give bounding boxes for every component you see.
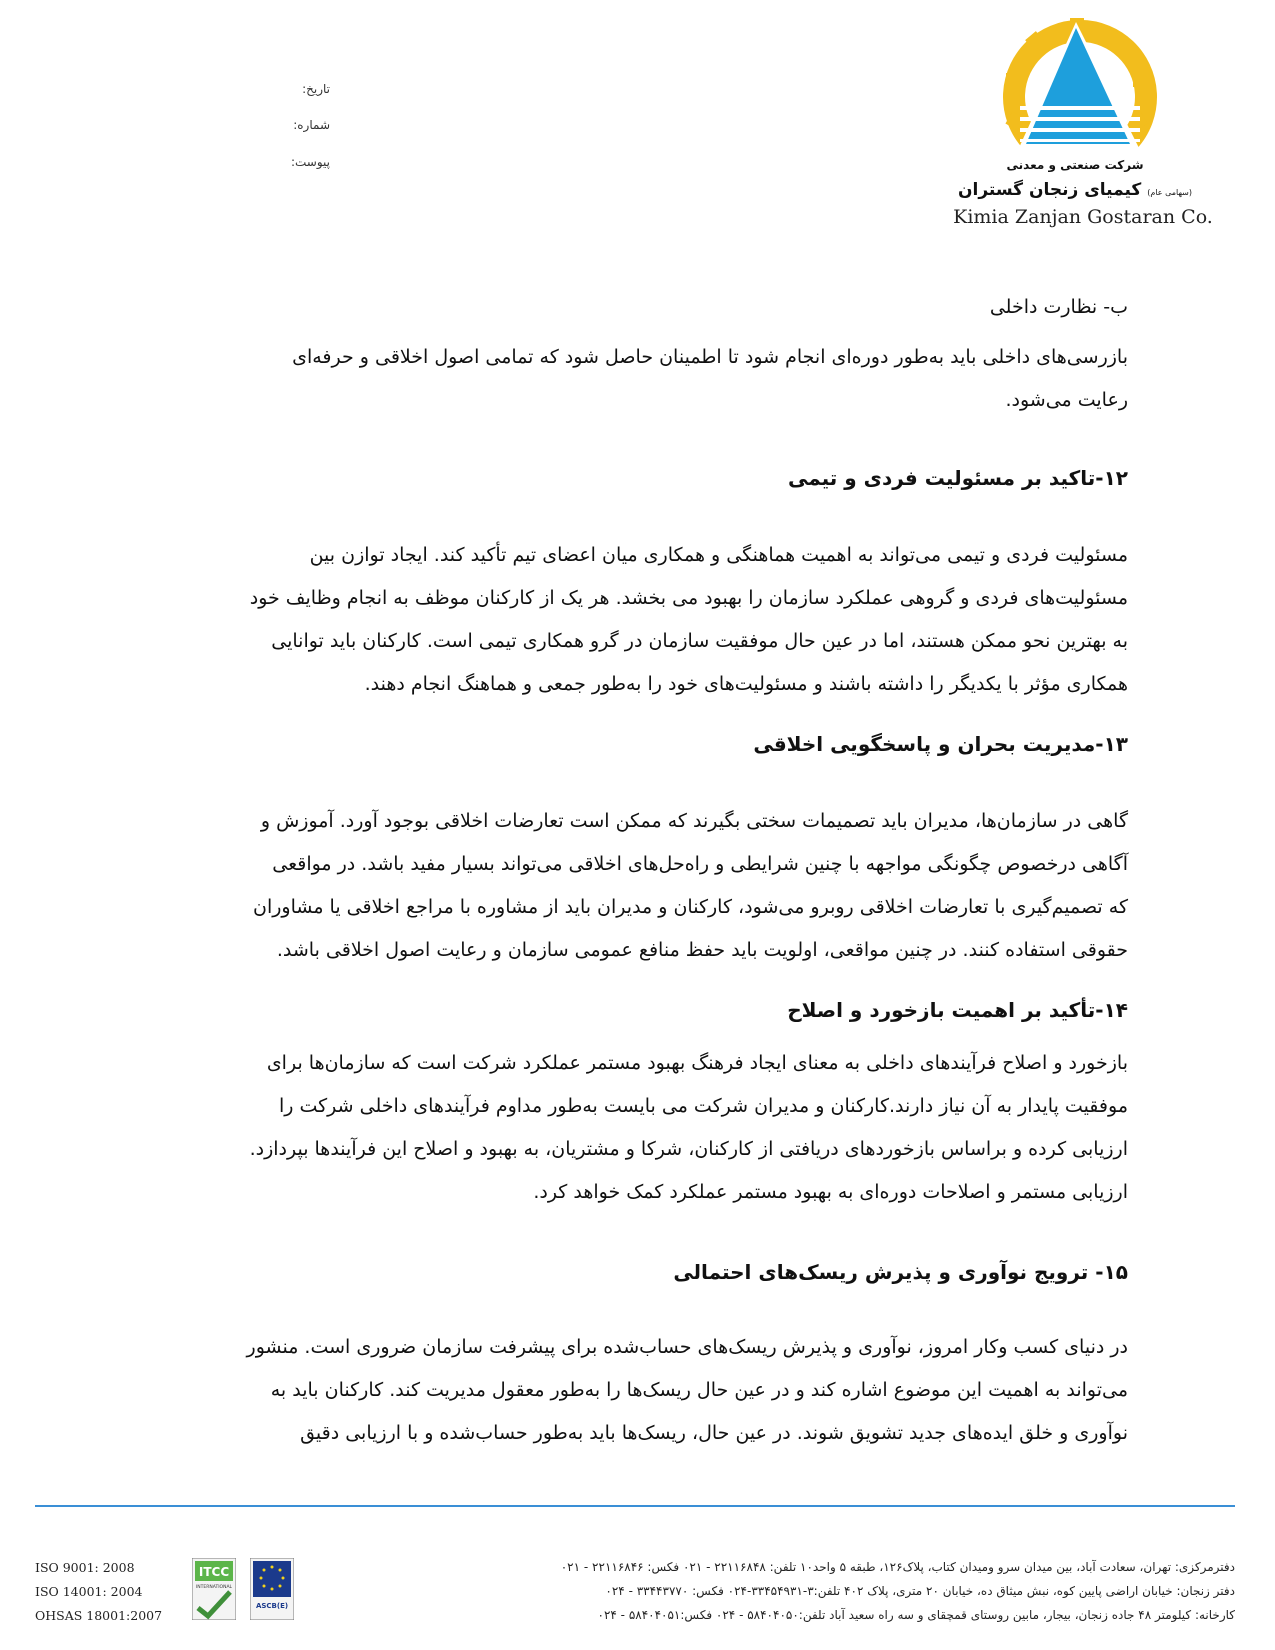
number-label: شماره: (293, 118, 330, 132)
text-line: که تصمیم‌گیری با تعارضات اخلاقی روبرو می‌شود، کارکنان و مدیران باید از مشاوره با مراجع اخلاقی یا مشاوران (253, 896, 1128, 918)
text-line: ارزیابی کرده و براساس بازخوردهای دریافتی از کارکنان، شرکا و مشتریان، به بهبود و اصلاح این فرآیندها بپردازد. (249, 1138, 1128, 1160)
date-label: تاریخ: (302, 82, 330, 96)
company-name-en: Kimia Zanjan Gostaran Co. (953, 206, 1213, 228)
attachment-label: پیوست: (290, 155, 330, 169)
text-line: همکاری مؤثر با یکدیگر را داشته باشند و مسئولیت‌های خود را به‌طور جمعی و هماهنگ انجام دهند. (364, 673, 1128, 695)
section-12-text (150, 534, 1128, 706)
iso-14001: ISO 14001: 2004 (35, 1584, 143, 1599)
text-line: در دنیای کسب وکار امروز، نوآوری و پذیرش ریسک‌های حساب‌شده برای پیشرفت سازمان ضروری است. منشور (246, 1336, 1128, 1358)
section-13-title: ۱۳-مدیریت بحران و پاسخگویی اخلاقی (753, 732, 1128, 756)
text-line: بازخورد و اصلاح فرآیندهای داخلی به معنای ایجاد فرهنگ بهبود مستمر عملکرد شرکت است که سازمان‌ها برای (266, 1052, 1128, 1074)
section-12-title: ۱۲-تاکید بر مسئولیت فردی و تیمی (787, 466, 1128, 490)
footer-address-factory: کارخانه: کیلومتر ۴۸ جاده زنجان، بیجار، مابین روستای قمچقای و سه راه سعید آباد تلفن:۵۸۴۰۴۰۵۰ - ۰۲۴ فکس:۵۸۴۰۴۰۵۱ - ۰۲۴ (597, 1608, 1235, 1622)
company-logo (990, 18, 1160, 158)
text-line: ارزیابی مستمر و اصلاحات دوره‌ای به بهبود مستمر عملکرد کمک خواهد کرد. (533, 1181, 1128, 1203)
ascb-label: ASCB(E) (255, 1602, 289, 1610)
text-line: مسئولیت‌های فردی و گروهی عملکرد سازمان را بهبود می بخشد. هر یک از کارکنان موظف به انجام وظایف خود (249, 587, 1128, 609)
iso-9001: ISO 9001: 2008 (35, 1560, 135, 1575)
itcc-sub-label: INTERNATIONAL (195, 1585, 233, 1590)
itcc-badge-icon (192, 1558, 236, 1620)
itcc-label: ITCC (198, 1565, 230, 1579)
text-line: بازرسی‌های داخلی باید به‌طور دوره‌ای انجام شود تا اطمینان حاصل شود که تمامی اصول اخلاقی و حرفه‌ای (292, 346, 1128, 368)
gear-pyramid-logo-icon (990, 18, 1160, 158)
section-13-text (150, 800, 1128, 972)
itcc-certification-badge (192, 1558, 236, 1620)
text-line: آگاهی درخصوص چگونگی مواجهه با چنین شرایطی و راه‌حل‌های اخلاقی می‌تواند بسیار مفید باشد. در مواقعی (272, 853, 1128, 875)
text-line: حقوقی استفاده کنند. در چنین مواقعی، اولویت باید حفظ منافع عمومی سازمان و رعایت اصول اخلاقی باشد. (276, 939, 1128, 961)
section-internal-oversight-text (150, 336, 1128, 422)
footer-address-zanjan-office: دفتر زنجان: خیابان اراضی پایین کوه، نبش میثاق ده، خیابان ۲۰ متری، پلاک ۴۰۲ تلفن:۳-۳۳۴۵۴۹۳۱-۰۲۴ فکس: ۳۳۴۴۳۷۷۰ - ۰۲۴ (605, 1584, 1235, 1598)
section-14-text (150, 1042, 1128, 1214)
section-15-title: ۱۵- ترویج نوآوری و پذیرش ریسک‌های احتمالی (673, 1260, 1128, 1284)
company-type-fa: شرکت صنعتی و معدنی (1006, 158, 1144, 172)
footer-address-head-office: دفترمرکزی: تهران، سعادت آباد، بین میدان سرو ومیدان کتاب، پلاک۱۲۶، طبقه ۵ واحد۱۰ تلفن: ۲۲۱۱۶۸۴۸ - ۰۲۱ فکس: ۲۲۱۱۶۸۴۶ - ۰۲۱ (560, 1560, 1235, 1574)
company-name-fa (955, 180, 1195, 200)
text-line: نوآوری و خلق ایده‌های جدید تشویق شوند. در عین حال، ریسک‌ها باید به‌طور حساب‌شده و با ارزیابی دقیق (300, 1422, 1128, 1444)
company-name-fa-text: کیمیای زنجان گستران (958, 180, 1142, 200)
ohsas-18001: OHSAS 18001:2007 (35, 1608, 163, 1623)
text-line: مسئولیت فردی و تیمی می‌تواند به اهمیت هماهنگی و همکاری میان اعضای تیم تأکید کند. ایجاد توازن بین (309, 544, 1128, 566)
text-line: می‌تواند به اهمیت این موضوع اشاره کند و در عین حال ریسک‌ها را به‌طور معقول مدیریت کند. کارکنان باید به (270, 1379, 1128, 1401)
ascb-certification-badge (250, 1558, 294, 1620)
text-line: به بهترین نحو ممکن هستند، اما در عین حال موفقیت سازمان در گرو همکاری تیمی است. کارکنان باید توانایی (271, 630, 1128, 652)
footer-divider (35, 1505, 1235, 1507)
ascb-badge-icon (250, 1558, 294, 1620)
company-suffix-fa: (سهامی عام) (1147, 188, 1192, 197)
section-14-title: ۱۴-تأکید بر اهمیت بازخورد و اصلاح (787, 998, 1128, 1022)
text-line: گاهی در سازمان‌ها، مدیران باید تصمیمات سختی بگیرند که ممکن است تعارضات اخلاقی بوجود آورد. آموزش و (260, 810, 1128, 832)
section-15-text (150, 1326, 1128, 1455)
section-internal-oversight-title: ب- نظارت داخلی (989, 296, 1128, 318)
text-line: رعایت می‌شود. (1005, 389, 1128, 411)
text-line: موفقیت پایدار به آن نیاز دارند.کارکنان و مدیران شرکت می بایست به‌طور مداوم فرآیندهای داخلی شرکت را (278, 1095, 1128, 1117)
